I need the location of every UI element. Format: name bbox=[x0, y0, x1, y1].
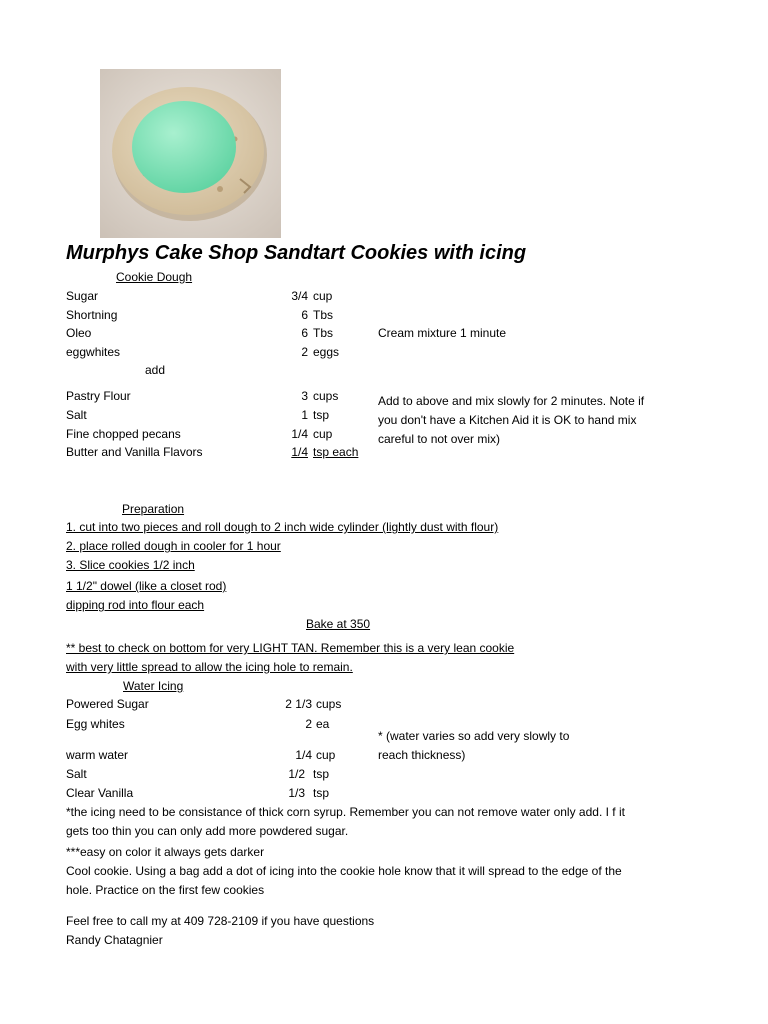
ingredient-unit: tsp bbox=[313, 786, 330, 800]
ingredient-name: Shortning bbox=[66, 308, 118, 322]
cooling-note-line: hole. Practice on the first few cookies bbox=[66, 883, 265, 897]
ingredient-name: Salt bbox=[66, 408, 87, 422]
water-note-line: reach thickness) bbox=[378, 748, 466, 762]
ingredient-name: Powered Sugar bbox=[66, 697, 149, 711]
preparation-heading: Preparation bbox=[122, 502, 185, 516]
ingredient-name: eggwhites bbox=[66, 345, 121, 359]
ingredient-name: Pastry Flour bbox=[66, 389, 131, 403]
ingredient-qty: 1/4 bbox=[291, 427, 308, 441]
consistency-note-line: gets too thin you can only add more powdered sugar. bbox=[66, 824, 349, 838]
bake-temperature: Bake at 350 bbox=[306, 617, 371, 631]
baking-tip-line: ** best to check on bottom for very LIGHT TAN. Remember this is a very lean cookie bbox=[66, 641, 515, 655]
prep-step: 2. place rolled dough in cooler for 1 hour bbox=[66, 539, 281, 553]
ingredient-qty: 2 bbox=[305, 717, 312, 731]
ingredient-unit: cups bbox=[313, 389, 339, 403]
ingredient-unit: tsp bbox=[313, 767, 330, 781]
color-note: ***easy on color it always gets darker bbox=[66, 845, 265, 859]
ingredient-qty: 1/4 bbox=[291, 445, 308, 459]
contact-line: Feel free to call my at 409 728-2109 if you have questions bbox=[66, 914, 375, 928]
ingredient-name: Fine chopped pecans bbox=[66, 427, 181, 441]
ingredient-unit: tsp each bbox=[313, 445, 359, 459]
add-label: add bbox=[145, 363, 166, 377]
water-note-line: * (water varies so add very slowly to bbox=[378, 729, 570, 743]
ingredient-qty: 6 bbox=[301, 326, 308, 340]
prep-step: 1. cut into two pieces and roll dough to 2 inch wide cylinder (lightly dust with flour) bbox=[66, 520, 499, 534]
ingredient-name: Butter and Vanilla Flavors bbox=[66, 445, 203, 459]
ingredient-name: Egg whites bbox=[66, 717, 125, 731]
ingredient-unit: ea bbox=[316, 717, 330, 731]
ingredient-unit: eggs bbox=[313, 345, 340, 359]
mixing-note-line: careful to not over mix) bbox=[378, 432, 501, 446]
cookie-dough-heading: Cookie Dough bbox=[116, 270, 193, 284]
water-icing-heading: Water Icing bbox=[123, 679, 184, 693]
prep-step: 1 1/2" dowel (like a closet rod) bbox=[66, 579, 227, 593]
ingredient-name: Sugar bbox=[66, 289, 99, 303]
ingredient-unit: cups bbox=[316, 697, 342, 711]
recipe-title: Murphys Cake Shop Sandtart Cookies with icing bbox=[66, 242, 527, 264]
ingredient-qty: 2 bbox=[301, 345, 308, 359]
ingredient-qty: 3 bbox=[301, 389, 308, 403]
ingredient-unit: tsp bbox=[313, 408, 330, 422]
ingredient-unit: cup bbox=[316, 748, 336, 762]
consistency-note-line: *the icing need to be consistance of thick corn syrup. Remember you can not remove water only add. I f it bbox=[66, 805, 625, 819]
ingredient-qty: 1/4 bbox=[295, 748, 312, 762]
ingredient-unit: cup bbox=[313, 427, 333, 441]
ingredient-unit: cup bbox=[313, 289, 333, 303]
cookie-photo bbox=[100, 69, 281, 238]
ingredient-unit: Tbs bbox=[313, 326, 334, 340]
ingredient-name: Salt bbox=[66, 767, 87, 781]
author-name: Randy Chatagnier bbox=[66, 933, 163, 947]
ingredient-qty: 1 bbox=[301, 408, 308, 422]
ingredient-name: warm water bbox=[66, 748, 129, 762]
ingredient-name: Clear Vanilla bbox=[66, 786, 134, 800]
prep-step: dipping rod into flour each bbox=[66, 598, 205, 612]
ingredient-qty: 1/3 bbox=[288, 786, 305, 800]
mixing-note-line: you don't have a Kitchen Aid it is OK to hand mix bbox=[378, 413, 637, 427]
ingredient-qty: 6 bbox=[301, 308, 308, 322]
cookie-with-green-icing-photo-icon bbox=[100, 69, 281, 238]
cooling-note-line: Cool cookie. Using a bag add a dot of icing into the cookie hole know that it will spread to the edge of the bbox=[66, 864, 622, 878]
ingredient-unit: Tbs bbox=[313, 308, 334, 322]
mixing-note-line: Add to above and mix slowly for 2 minutes. Note if bbox=[378, 394, 645, 408]
ingredient-qty: 2 1/3 bbox=[285, 697, 312, 711]
cream-note: Cream mixture 1 minute bbox=[378, 326, 507, 340]
ingredient-qty: 3/4 bbox=[291, 289, 308, 303]
ingredient-qty: 1/2 bbox=[288, 767, 305, 781]
baking-tip-line: with very little spread to allow the icing hole to remain. bbox=[66, 660, 353, 674]
ingredient-name: Oleo bbox=[66, 326, 92, 340]
prep-step: 3. Slice cookies 1/2 inch bbox=[66, 558, 195, 572]
